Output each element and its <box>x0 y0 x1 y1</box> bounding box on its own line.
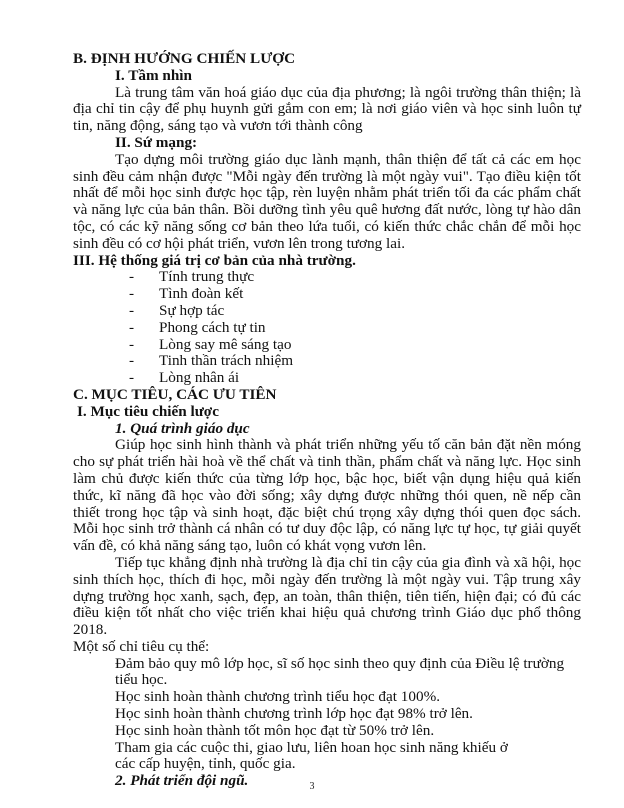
document-page <box>73 51 581 790</box>
mission-title: II. Sứ mạng: <box>115 133 198 151</box>
list-item: - Tính trung thực <box>129 269 581 286</box>
list-item: - Sự hợp tác <box>129 303 581 320</box>
mission-text: Tạo dựng môi trường giáo dục lành mạnh, thân thiện để tất cả các em học sinh đều cảm nhận được "Mỗi ngày đến trường là một ngày vui". Tạo điều kiện tốt nhất để mỗi học sinh được học tập, rèn luyện nhằm phát triển tối đa các phẩm chất và năng lực của bản thân. Bồi dưỡng tình yêu quê hương đất nước, lòng tự hào dân tộc, có các kỹ năng sống cơ bản theo lứa tuổi, có kiến thức chắc chắn để mỗi học sinh đều có cơ hội phát triển, vươn lên trong tương lai. <box>73 150 581 252</box>
staff-title: 2. Phát triển đội ngũ. <box>115 772 249 790</box>
list-item: - Lòng say mê sáng tạo <box>129 337 581 354</box>
section-b-title: B. ĐỊNH HƯỚNG CHIẾN LƯỢC <box>73 50 296 67</box>
vision-title: I. Tầm nhìn <box>115 66 192 84</box>
list-item: - Phong cách tự tin <box>129 320 581 337</box>
targets-intro: Một số chỉ tiêu cụ thể: <box>73 637 210 655</box>
vision-text: Là trung tâm văn hoá giáo dục của địa phương; là ngôi trường thân thiện; là địa chỉ tin cậy để phụ huynh gửi gắm con em; là nơi giáo viên và học sinh luôn tự tin, năng động, sáng tạo và vươn tới thành công <box>73 83 581 135</box>
list-item: - Tinh thần trách nhiệm <box>129 353 581 370</box>
education-paragraph-2: Tiếp tục khẳng định nhà trường là địa chỉ tin cậy của gia đình và xã hội, học sinh thích học, thích đi học, mỗi ngày đến trường là một ngày vui. Tập trung xây dựng trường học xanh, sạch, đẹp, an toàn, thân thiện, tiên tiến, hiện đại; có đủ các điều kiện tốt nhất cho việc triển khai hiệu quả chương trình Giáo dục phổ thông 2018. <box>73 553 581 639</box>
list-item: - Lòng nhân ái <box>129 370 581 387</box>
education-paragraph-1: Giúp học sinh hình thành và phát triển những yếu tố căn bản đặt nền móng cho sự phát triển hài hoà về thể chất và tinh thần, phẩm chất và năng lực. Học sinh làm chủ được kiến thức của từng lớp học, bậc học, biết vận dụng hiệu quả kiến thức, kĩ năng đã học vào đời sống; xây dựng được những thói quen, nề nếp cần thiết trong học tập và sinh hoạt, đặc biệt chú trọng xây dựng thói quen đọc sách. Mỗi học sinh trở thành cá nhân có tư duy độc lập, có năng lực tự học, tự giải quyết vấn đề, có khả năng sáng tạo, luôn có khát vọng vươn lên. <box>73 436 581 555</box>
goals-title: I. Mục tiêu chiến lược <box>77 402 219 420</box>
targets-list <box>73 656 581 774</box>
section-c-title: C. MỤC TIÊU, CÁC ƯU TIÊN <box>73 385 277 403</box>
list-item: - Tình đoàn kết <box>129 286 581 303</box>
education-title: 1. Quá trình giáo dục <box>115 419 250 437</box>
target-item: Đảm bảo quy mô lớp học, sĩ số học sinh theo quy định của Điều lệ trường tiểu học. <box>115 654 565 689</box>
target-item: Học sinh hoàn thành chương trình tiểu học đạt 100%. <box>115 688 441 706</box>
values-title: III. Hệ thống giá trị cơ bản của nhà trường. <box>73 251 356 269</box>
values-list <box>73 269 581 387</box>
target-item: Tham gia các cuộc thi, giao lưu, liên hoan học sinh năng khiếu ở các cấp huyện, tỉnh, quốc gia. <box>115 738 508 773</box>
page-number: 3 <box>309 781 315 792</box>
target-item: Học sinh hoàn thành tốt môn học đạt từ 50% trở lên. <box>115 721 435 739</box>
target-item: Học sinh hoàn thành chương trình lớp học đạt 98% trở lên. <box>115 705 473 723</box>
